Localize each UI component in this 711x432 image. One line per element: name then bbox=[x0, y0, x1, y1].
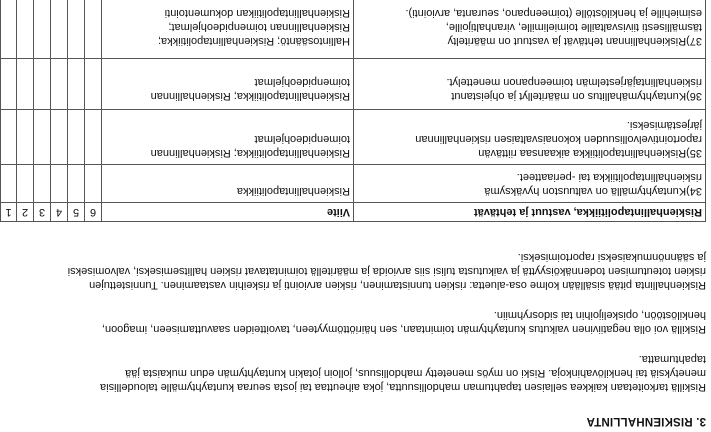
statement-line: 34)Kuntayhtymällä on valtuuston hyväksymä bbox=[484, 185, 702, 197]
statement-line: 36)Kuntayhtymähallitus on määritellyt ja ohjeistanut bbox=[451, 90, 702, 102]
score-cell[interactable] bbox=[17, 0, 34, 59]
reference-cell bbox=[102, 110, 354, 165]
paragraph-line: Riskillä tarkoitetaan kaikkea sellaisen tapahtuman mahdollisuutta, joka aiheuttaa tai josta seuraa kuntayhtymälle taloudellisia bbox=[100, 381, 706, 393]
statement-line: esimiehille ja henkilöstölle (toimeenpano, seuranta, arviointi). bbox=[405, 7, 702, 19]
statement-line: 37)Riskienhallinnan tehtävät ja vastuut on määritelty bbox=[447, 35, 702, 47]
reference-line: Riskienhallintapolitiikka bbox=[236, 185, 350, 197]
paragraph-line: Riskillä voi olla negatiivinen vaikutus kuntayhtymän toimintaan, sen häiriöttömyyteen, tavoitteiden saavuttamiseen, imagoon, bbox=[101, 323, 706, 335]
statement-cell bbox=[354, 110, 706, 165]
statement-cell bbox=[354, 0, 706, 59]
statement-line: 35)Riskienhallintapolitiikka aikaansaa riittävän bbox=[478, 147, 702, 159]
score-cell[interactable] bbox=[68, 0, 85, 59]
score-cell[interactable] bbox=[1, 0, 17, 59]
score-cell[interactable] bbox=[34, 110, 51, 165]
reference-line: Hallintosääntö; Riskienhallintapolitiikka; bbox=[158, 35, 350, 47]
statement-line: riskienhallintajärjestelmän toimeenpanon menettelyt. bbox=[446, 76, 702, 88]
header-statement: Riskienhallintapolitiikka, vastuut ja tehtävät bbox=[354, 203, 706, 222]
paragraph-line: menetyksiä tai henkilövahinkoja. Riski on myös menetetty mahdollisuus, jolloin jotakin kuntayhtymän edun mukaista jää bbox=[125, 367, 706, 379]
score-cell[interactable] bbox=[1, 110, 17, 165]
header-score: 5 bbox=[68, 203, 85, 222]
header-score: 2 bbox=[17, 203, 34, 222]
score-cell[interactable] bbox=[17, 59, 34, 110]
table-row bbox=[1, 165, 706, 203]
table-row bbox=[1, 0, 706, 59]
reference-cell bbox=[102, 165, 354, 203]
score-cell[interactable] bbox=[1, 59, 17, 110]
reference-line: Riskienhallintapolitiikka; Riskienhallinnan bbox=[150, 90, 350, 102]
header-score: 1 bbox=[1, 203, 17, 222]
reference-line: Riskienhallinnan toimenpideohjelmat; bbox=[168, 21, 350, 33]
paragraph-risk-management bbox=[6, 250, 706, 292]
paragraph-risk-definition bbox=[6, 352, 706, 394]
score-cell[interactable] bbox=[85, 110, 102, 165]
paragraph-line: tapahtumatta. bbox=[638, 353, 706, 365]
reference-cell bbox=[102, 0, 354, 59]
statement-line: täsmällisesti tiivisvaltaille toimielimille, viranhaltijoille, bbox=[445, 21, 702, 33]
score-cell[interactable] bbox=[85, 0, 102, 59]
statement-cell bbox=[354, 59, 706, 110]
score-cell[interactable] bbox=[51, 0, 68, 59]
paragraph-line: Riskienhallinta pitää sisällään kolme osa-aluetta: riskien tunnistaminen, riskien arviointi ja riskeihin vastaaminen. Tunnistettujen bbox=[89, 279, 706, 291]
paragraph-risk-impact bbox=[6, 308, 706, 336]
score-cell[interactable] bbox=[17, 110, 34, 165]
score-cell[interactable] bbox=[51, 59, 68, 110]
score-cell[interactable] bbox=[34, 0, 51, 59]
reference-line: toimenpideohjelmat bbox=[254, 133, 350, 145]
statement-cell bbox=[354, 165, 706, 203]
paragraph-line: riskien toteutumisen todennäköisyyttä ja vaikutusta tulisi siis arvioida ja määritellä toimintatavat riskien hallitsemiseksi, valvomiseksi bbox=[67, 265, 706, 277]
reference-cell bbox=[102, 59, 354, 110]
score-cell[interactable] bbox=[34, 165, 51, 203]
table-row bbox=[1, 110, 706, 165]
reference-line: Riskienhallintapolitiikan dokumentointi bbox=[164, 7, 350, 19]
score-cell[interactable] bbox=[34, 59, 51, 110]
reference-line: Riskienhallintapolitiikka; Riskienhallinnan bbox=[150, 147, 350, 159]
header-score: 3 bbox=[34, 203, 51, 222]
score-cell[interactable] bbox=[85, 165, 102, 203]
table-header-row bbox=[1, 203, 706, 222]
score-cell[interactable] bbox=[51, 165, 68, 203]
score-cell[interactable] bbox=[68, 59, 85, 110]
paragraph-line: ja säännönmukaiseksi raportoimiseksi. bbox=[517, 251, 706, 263]
statement-line: raportointivelvollisuuden kokonaisvaltaisen riskienhallinnan bbox=[415, 133, 702, 145]
paragraph-line: henkilöstöön, opiskelijoihin tai sidosryhmiin. bbox=[493, 309, 706, 321]
score-cell[interactable] bbox=[1, 165, 17, 203]
score-cell[interactable] bbox=[17, 165, 34, 203]
table-row bbox=[1, 59, 706, 110]
header-score: 4 bbox=[51, 203, 68, 222]
header-reference: Viite bbox=[102, 203, 354, 222]
statement-line: riskienhallintapolitiikka tai -periaatteet. bbox=[516, 171, 702, 183]
score-cell[interactable] bbox=[68, 110, 85, 165]
score-cell[interactable] bbox=[51, 110, 68, 165]
score-cell[interactable] bbox=[85, 59, 102, 110]
section-heading: 3. RISKIENHALLINTA bbox=[586, 415, 706, 427]
score-cell[interactable] bbox=[68, 165, 85, 203]
reference-line: toimenpideohjelmat bbox=[254, 76, 350, 88]
header-score: 6 bbox=[85, 203, 102, 222]
statement-line: järjestämiseksi. bbox=[626, 119, 702, 131]
